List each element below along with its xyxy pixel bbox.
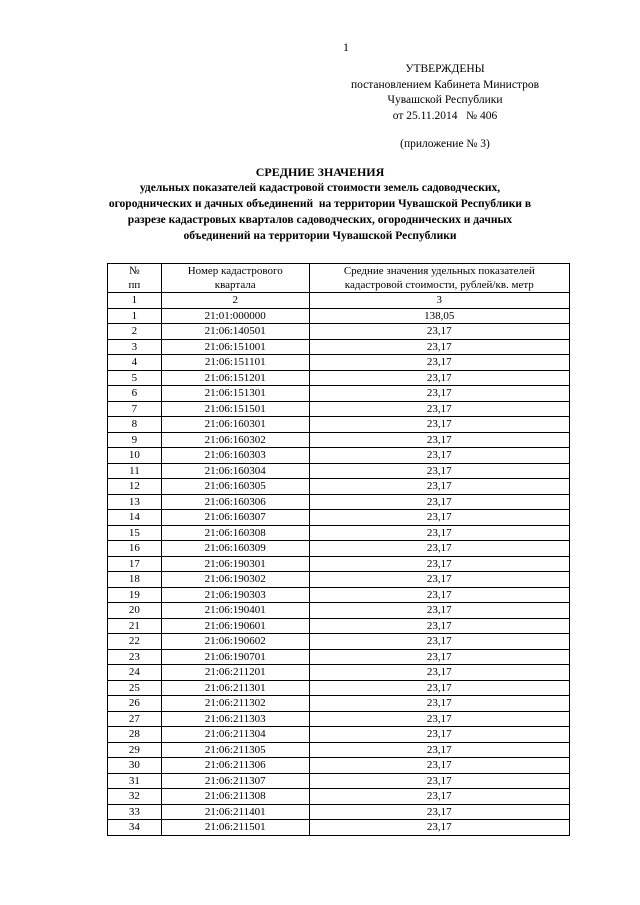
table-row [108,572,570,588]
table-row [108,758,570,774]
row-number: 13 [108,494,162,510]
row-number: 24 [108,665,162,681]
row-number: 6 [108,386,162,402]
table-row [108,634,570,650]
row-number: 29 [108,742,162,758]
cadastral-quarter: 21:01:000000 [161,308,309,324]
average-value: 23,17 [309,804,569,820]
table-row [108,432,570,448]
table-row [108,727,570,743]
row-number: 18 [108,572,162,588]
title-line-3: разрезе кадастровых кварталов садоводческих, огороднических и дачных [127,214,513,226]
table-row [108,324,570,340]
cadastral-table [107,263,570,836]
table-row [108,789,570,805]
row-number: 10 [108,448,162,464]
cadastral-quarter: 21:06:190701 [161,649,309,665]
page-number: 1 [343,40,349,54]
cadastral-quarter: 21:06:211401 [161,804,309,820]
cadastral-quarter: 21:06:211201 [161,665,309,681]
average-value: 23,17 [309,789,569,805]
row-number: 26 [108,696,162,712]
average-value: 23,17 [309,727,569,743]
row-number: 8 [108,417,162,433]
average-value: 23,17 [309,370,569,386]
average-value: 23,17 [309,463,569,479]
cadastral-quarter: 21:06:190602 [161,634,309,650]
table-row [108,804,570,820]
cadastral-quarter: 21:06:160307 [161,510,309,526]
cadastral-quarter: 21:06:211302 [161,696,309,712]
average-value: 23,17 [309,758,569,774]
cadastral-quarter: 21:06:211304 [161,727,309,743]
table-row [108,401,570,417]
appendix-label: (приложение № 3) [400,138,490,150]
cadastral-quarter: 21:06:160309 [161,541,309,557]
row-number: 4 [108,355,162,371]
average-value: 23,17 [309,634,569,650]
table-row [108,494,570,510]
cadastral-quarter: 21:06:151201 [161,370,309,386]
cadastral-quarter: 21:06:190301 [161,556,309,572]
table-row [108,603,570,619]
header-quarter-line-1: Номер кадастрового [187,265,283,277]
table-row [108,510,570,526]
row-number: 27 [108,711,162,727]
average-value: 23,17 [309,525,569,541]
header-quarter [161,264,309,293]
header-quarter-line-2: квартала [214,279,256,291]
table-row [108,308,570,324]
title-line-4: объединений на территории Чувашской Республики [183,230,457,242]
average-value: 23,17 [309,432,569,448]
row-number: 16 [108,541,162,557]
average-value: 23,17 [309,479,569,495]
average-value: 23,17 [309,401,569,417]
table-row [108,587,570,603]
table-row [108,618,570,634]
table-row [108,417,570,433]
average-value: 23,17 [309,324,569,340]
approval-line-1: УТВЕРЖДЕНЫ [405,63,485,75]
table-row [108,463,570,479]
title-main: СРЕДНИЕ ЗНАЧЕНИЯ [255,165,385,179]
row-number: 3 [108,339,162,355]
header-number-line-2: пп [128,279,141,291]
cadastral-quarter: 21:06:211305 [161,742,309,758]
title-line-1: удельных показателей кадастровой стоимости земель садоводческих, [139,182,501,194]
average-value: 138,05 [309,308,569,324]
table-row [108,525,570,541]
average-value: 23,17 [309,820,569,836]
average-value: 23,17 [309,448,569,464]
cadastral-quarter: 21:06:160304 [161,463,309,479]
average-value: 23,17 [309,696,569,712]
table-row [108,541,570,557]
average-value: 23,17 [309,587,569,603]
header-number-line-1: № [129,265,140,277]
cadastral-quarter: 21:06:211501 [161,820,309,836]
cadastral-quarter: 21:06:190401 [161,603,309,619]
cadastral-quarter: 21:06:160301 [161,417,309,433]
table-row [108,355,570,371]
table-row [108,696,570,712]
cadastral-quarter: 21:06:151501 [161,401,309,417]
table-row [108,556,570,572]
row-number: 9 [108,432,162,448]
average-value: 23,17 [309,649,569,665]
cadastral-quarter: 21:06:160306 [161,494,309,510]
row-number: 28 [108,727,162,743]
row-number: 2 [108,324,162,340]
cadastral-quarter: 21:06:140501 [161,324,309,340]
approval-line-3: Чувашской Республики [387,94,503,106]
row-number: 17 [108,556,162,572]
approval-line-4: от 25.11.2014 № 406 [392,109,498,122]
average-value: 23,17 [309,339,569,355]
average-value: 23,17 [309,494,569,510]
cadastral-quarter: 21:06:151301 [161,386,309,402]
cadastral-quarter: 21:06:160305 [161,479,309,495]
row-number: 34 [108,820,162,836]
header-value-line-2: кадастровой стоимости, рублей/кв. метр [344,279,534,291]
column-number: 3 [309,293,569,309]
average-value: 23,17 [309,510,569,526]
row-number: 30 [108,758,162,774]
cadastral-quarter: 21:06:160308 [161,525,309,541]
row-number: 20 [108,603,162,619]
row-number: 22 [108,634,162,650]
cadastral-quarter: 21:06:211301 [161,680,309,696]
row-number: 32 [108,789,162,805]
cadastral-quarter: 21:06:211307 [161,773,309,789]
cadastral-quarter: 21:06:151101 [161,355,309,371]
average-value: 23,17 [309,680,569,696]
row-number: 14 [108,510,162,526]
header-value [309,264,569,293]
table-row [108,820,570,836]
row-number: 21 [108,618,162,634]
cadastral-quarter: 21:06:160302 [161,432,309,448]
table-row [108,479,570,495]
table-row [108,649,570,665]
average-value: 23,17 [309,386,569,402]
row-number: 11 [108,463,162,479]
row-number: 1 [108,308,162,324]
table-row [108,386,570,402]
table-row [108,742,570,758]
row-number: 19 [108,587,162,603]
row-number: 7 [108,401,162,417]
average-value: 23,17 [309,541,569,557]
cadastral-quarter: 21:06:211308 [161,789,309,805]
cadastral-quarter: 21:06:190302 [161,572,309,588]
average-value: 23,17 [309,665,569,681]
table-row [108,448,570,464]
document-title [100,164,540,244]
row-number: 25 [108,680,162,696]
approval-line-2: постановлением Кабинета Министров [350,78,540,91]
average-value: 23,17 [309,556,569,572]
average-value: 23,17 [309,417,569,433]
row-number: 31 [108,773,162,789]
row-number: 15 [108,525,162,541]
cadastral-quarter: 21:06:190303 [161,587,309,603]
row-number: 33 [108,804,162,820]
cadastral-quarter: 21:06:151001 [161,339,309,355]
column-number-row [108,293,570,309]
table-body [108,308,570,835]
table-row [108,711,570,727]
average-value: 23,17 [309,355,569,371]
column-number: 2 [161,293,309,309]
approval-block [330,62,560,124]
header-number [108,264,162,293]
table-row [108,665,570,681]
average-value: 23,17 [309,603,569,619]
row-number: 5 [108,370,162,386]
header-value-line-1: Средние значения удельных показателей [343,265,535,277]
average-value: 23,17 [309,618,569,634]
average-value: 23,17 [309,773,569,789]
row-number: 23 [108,649,162,665]
average-value: 23,17 [309,572,569,588]
title-line-2: огороднических и дачных объединений на территории Чувашской Республики в [108,198,532,210]
cadastral-quarter: 21:06:190601 [161,618,309,634]
average-value: 23,17 [309,711,569,727]
cadastral-quarter: 21:06:211306 [161,758,309,774]
table-header-row [108,264,570,293]
column-number: 1 [108,293,162,309]
table-row [108,370,570,386]
average-value: 23,17 [309,742,569,758]
table-row [108,773,570,789]
cadastral-quarter: 21:06:211303 [161,711,309,727]
row-number: 12 [108,479,162,495]
table-row [108,339,570,355]
cadastral-quarter: 21:06:160303 [161,448,309,464]
table-row [108,680,570,696]
